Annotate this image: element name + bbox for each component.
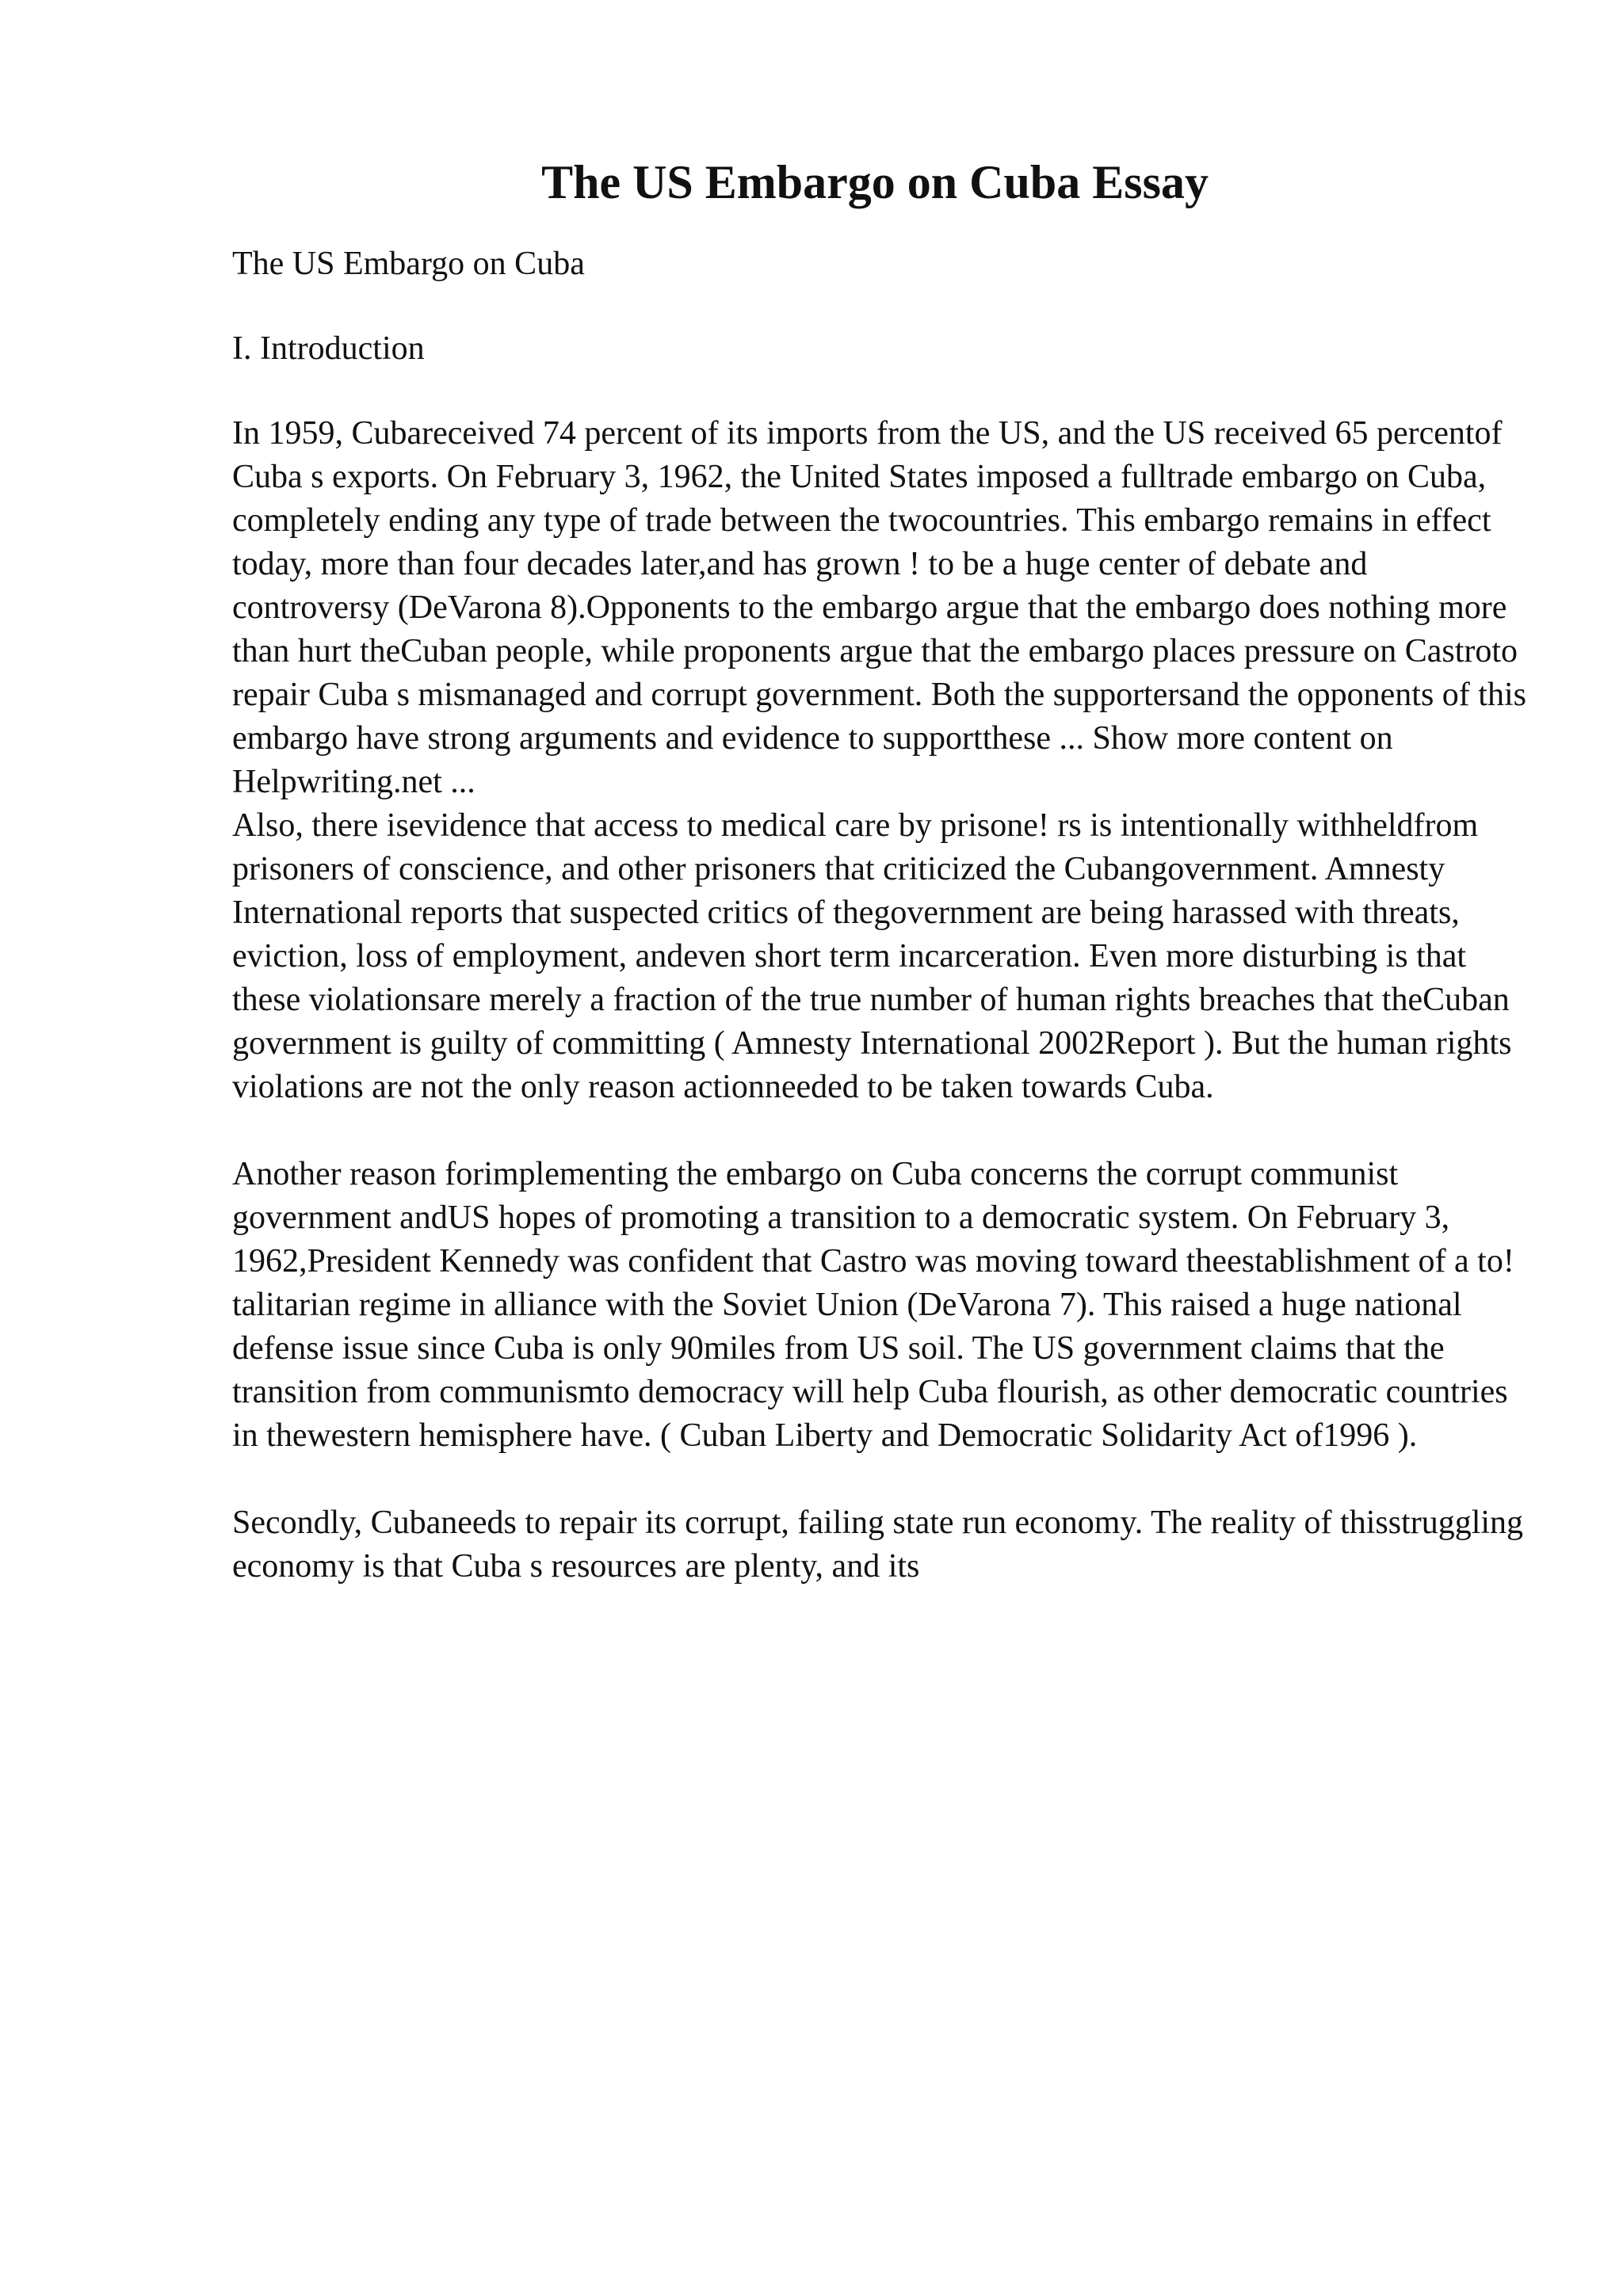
paragraph: Also, there isevidence that access to medical care by prisone! rs is intentionally withheldfrom prisoners of conscience, and other prisoners that criticized the Cubangovernment. Amnesty International reports that suspected critics of thegovernment are being harassed with threats, eviction, loss of employment, andeven short term incarceration. Even more disturbing is that these violationsare merely a fraction of the true number of human rights breaches that theCuban government is guilty of committing ( Amnesty International 2002Report ). But the human rights violations are not the only reason actionneeded to be taken towards Cuba. (232, 807, 1512, 1105)
page-title: The US Embargo on Cuba Essay (541, 156, 1209, 208)
paragraph: In 1959, Cubareceived 74 percent of its imports from the US, and the US received 65 percentof Cuba s exports. On February 3, 1962, the United States imposed a fulltrade embargo on Cuba, completely ending any type of trade between the twocountries. This embargo remains in effect today, more than four decades later,and has grown ! to be a huge center of debate and controversy (DeVarona 8).Opponents to the embargo argue that the embargo does nothing more than hurt theCuban people, while proponents argue that the embargo places pressure on Castroto repair Cuba s mismanaged and corrupt government. Both the supportersand the opponents of this embargo have strong arguments and evidence to supportthese ... Show more content on Helpwriting.net ... (232, 415, 1526, 800)
section-heading: I. Introduction (232, 330, 425, 367)
paragraph: Another reason forimplementing the embargo on Cuba concerns the corrupt communist government andUS hopes of promoting a transition to a democratic system. On February 3, 1962,President Kennedy was confident that Castro was moving toward theestablishment of a to! talitarian regime in alliance with the Soviet Union (DeVarona 7). This raised a huge national defense issue since Cuba is only 90miles from US soil. The US government claims that the transition from communismto democracy will help Cuba flourish, as other democratic countries in thewestern hemisphere have. ( Cuban Liberty and Democratic Solidarity Act of1996 ). (232, 1156, 1514, 1454)
paragraph: Secondly, Cubaneeds to repair its corrupt, failing state run economy. The reality of thisstruggling economy is that Cuba s resources are plenty, and its (232, 1505, 1524, 1585)
essay-subtitle: The US Embargo on Cuba (232, 246, 585, 282)
essay-body (232, 242, 1532, 1589)
